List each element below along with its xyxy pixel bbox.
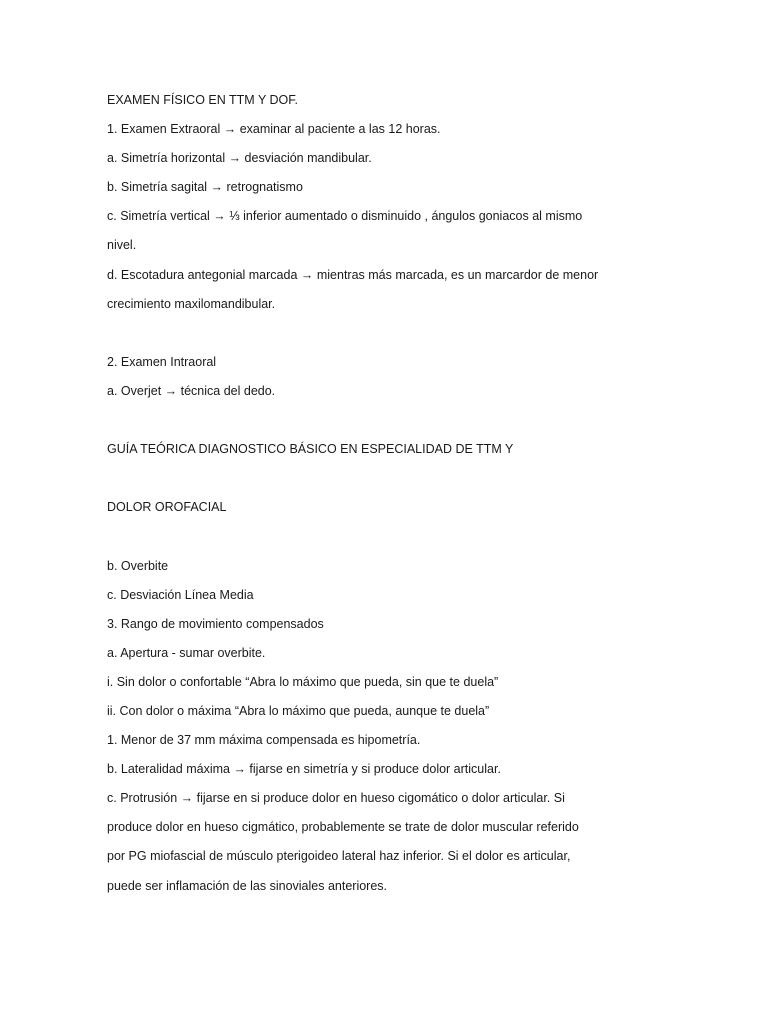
text-line: 1. Examen Extraoral → examinar al paciente a las 12 horas. (107, 122, 441, 137)
blank-line (107, 464, 667, 493)
text-line: c. Simetría vertical → ⅓ inferior aumentado o disminuido , ángulos goniacos al mismo (107, 209, 583, 224)
heading-exam: EXAMEN FÍSICO EN TTM Y DOF. (107, 93, 299, 107)
heading-guide-continued: DOLOR OROFACIAL (107, 500, 227, 515)
blank-line (107, 406, 667, 435)
document-body (107, 86, 667, 901)
text-line: c. Protrusión → fijarse en si produce dolor en hueso cigomático o dolor articular. Si (107, 791, 565, 806)
blank-line (107, 319, 667, 348)
text-line: d. Escotadura antegonial marcada → mientras más marcada, es un marcardor de menor (107, 267, 599, 282)
text-line: a. Apertura - sumar overbite. (107, 645, 266, 660)
text-line: a. Overjet → técnica del dedo. (107, 383, 276, 398)
heading-guide: GUÍA TEÓRICA DIAGNOSTICO BÁSICO EN ESPECIALIDAD DE TTM Y (107, 442, 514, 457)
text-line: crecimiento maxilomandibular. (107, 296, 276, 311)
text-line: b. Lateralidad máxima → fijarse en simetría y si produce dolor articular. (107, 762, 501, 777)
text-line: por PG miofascial de músculo pterigoideo lateral haz inferior. Si el dolor es articular, (107, 849, 571, 864)
text-line: 2. Examen Intraoral (107, 354, 217, 369)
text-line: ii. Con dolor o máxima “Abra lo máximo que pueda, aunque te duela” (107, 703, 490, 718)
text-line: i. Sin dolor o confortable “Abra lo máximo que pueda, sin que te duela” (107, 674, 499, 689)
text-line: nivel. (107, 238, 137, 253)
text-line: a. Simetría horizontal → desviación mandibular. (107, 151, 372, 166)
text-line: b. Simetría sagital → retrognatismo (107, 180, 303, 195)
text-line: produce dolor en hueso cigmático, probablemente se trate de dolor muscular referido (107, 820, 579, 835)
text-line: 1. Menor de 37 mm máxima compensada es hipometría. (107, 733, 421, 748)
text-line: puede ser inflamación de las sinoviales anteriores. (107, 878, 388, 893)
text-line: 3. Rango de movimiento compensados (107, 616, 324, 631)
text-line: b. Overbite (107, 558, 169, 573)
blank-line (107, 522, 667, 551)
text-line: c. Desviación Línea Media (107, 587, 254, 602)
